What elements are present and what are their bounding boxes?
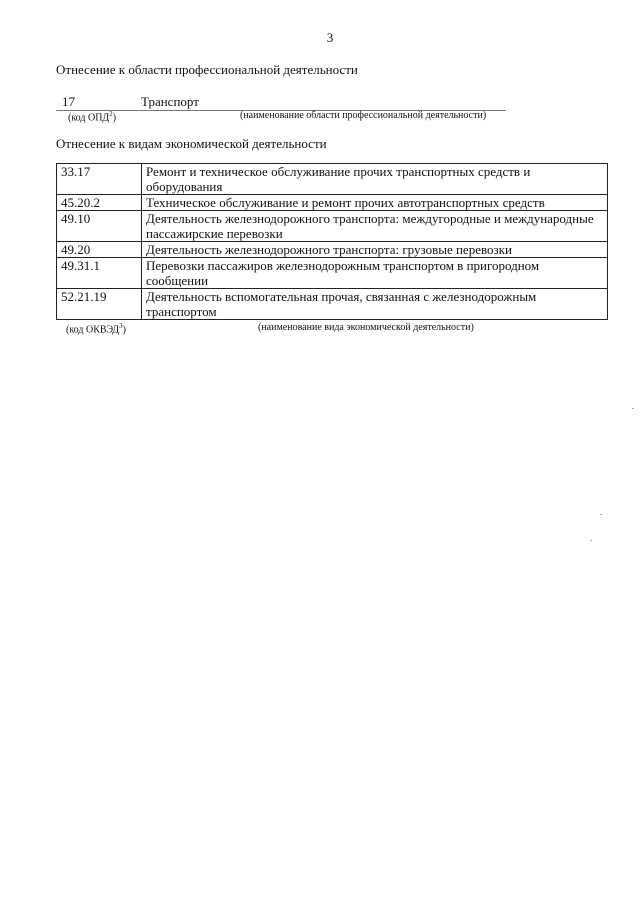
scan-speck xyxy=(632,408,634,409)
okved-code: 49.10 xyxy=(57,211,142,242)
okved-table xyxy=(56,163,608,320)
opd-name: Транспорт xyxy=(141,94,199,109)
page-number: 3 xyxy=(326,30,334,45)
scan-speck xyxy=(600,514,602,515)
okved-name: Деятельность железнодорожного транспорта: междугородные и международные пассажирские перевозки xyxy=(142,211,608,242)
okved-name: Деятельность железнодорожного транспорта: грузовые перевозки xyxy=(142,242,608,258)
scan-speck xyxy=(590,540,592,541)
table-row xyxy=(57,242,608,258)
table-row xyxy=(57,211,608,242)
okved-code: 45.20.2 xyxy=(57,195,142,211)
okved-heading: Отнесение к видам экономической деятельности xyxy=(56,136,327,151)
table-row xyxy=(57,195,608,211)
okved-name: Техническое обслуживание и ремонт прочих автотранспортных средств xyxy=(142,195,608,211)
opd-name-caption: (наименование области профессиональной деятельности) xyxy=(240,110,487,121)
okved-name: Перевозки пассажиров железнодорожным транспортом в пригородном сообщении xyxy=(142,258,608,289)
okved-code: 49.31.1 xyxy=(57,258,142,289)
table-row xyxy=(57,258,608,289)
table-row xyxy=(57,164,608,195)
opd-code-caption: (код ОПД$^2$) xyxy=(68,110,117,124)
okved-name: Ремонт и техническое обслуживание прочих транспортных средств и оборудования xyxy=(142,164,608,195)
opd-heading: Отнесение к области профессиональной деятельности xyxy=(56,62,358,77)
okved-name: Деятельность вспомогательная прочая, связанная с железнодорожным транспортом xyxy=(142,289,608,320)
okved-code: 33.17 xyxy=(57,164,142,195)
opd-code: 17 xyxy=(62,94,75,109)
table-row xyxy=(57,289,608,320)
okved-name-caption: (наименование вида экономической деятельности) xyxy=(258,322,474,333)
okved-code: 49.20 xyxy=(57,242,142,258)
okved-code: 52.21.19 xyxy=(57,289,142,320)
okved-code-caption: (код ОКВЭД$^3$) xyxy=(66,322,126,336)
